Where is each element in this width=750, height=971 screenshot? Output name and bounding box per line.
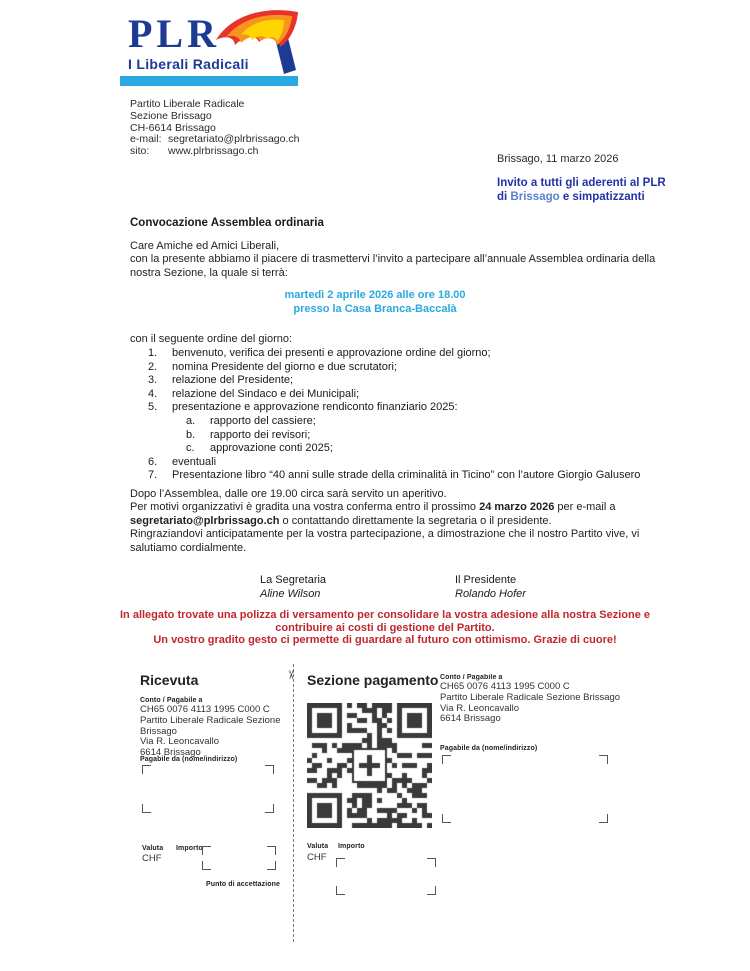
plr-logo-subtitle: I Liberali Radicali (128, 56, 249, 72)
payment-title: Sezione pagamento (307, 672, 439, 688)
sender-org: Partito Liberale Radicale (130, 98, 245, 110)
payment-iban: CH65 0076 4113 1995 C000 C (440, 681, 570, 692)
plr-logo (120, 8, 298, 86)
signature-role: La Segretaria (260, 574, 327, 586)
sender-city: CH-6614 Brissago (130, 121, 216, 134)
event-details (115, 289, 635, 316)
signature-role: Il Presidente (455, 574, 517, 586)
agenda-subitem: b. rapporto dei revisori; (186, 428, 311, 441)
payment-amount-field (336, 858, 436, 895)
payment-payer-field (442, 755, 608, 823)
agenda-list (148, 347, 640, 483)
scissors-icon: ✂ (284, 669, 299, 681)
signature-president (455, 574, 526, 601)
payment-creditor: CH65 0076 4113 1995 C000 C Partito Liberale Radicale Sezione Brissago Via R. Leoncavallo 6614 Brissago (440, 682, 670, 725)
receipt-currency: CHF (142, 853, 162, 864)
perforation-line (293, 664, 294, 942)
agenda-item: 5. presentazione e approvazione rendiconto finanziario 2025: (148, 401, 458, 414)
sender-section: Sezione Brissago (130, 109, 212, 122)
receipt-amount-field (202, 846, 276, 870)
agenda-item: 7. Presentazione libro “40 anni sulle strade della criminalità in Ticino” con l’autore Giorgio Galusero (148, 469, 641, 482)
agenda-intro: con il seguente ordine del giorno: (130, 333, 293, 345)
sender-site-line (130, 146, 299, 158)
payment-currency: CHF (307, 852, 327, 863)
plr-logo-text: PLR (128, 11, 220, 56)
invite-heading (497, 177, 666, 204)
receipt-payer-field (142, 765, 274, 813)
payment-currency-label: Valuta (307, 843, 329, 850)
closing-paragraph: Dopo l’Assemblea, dalle ore 19.00 circa sarà servito un aperitivo. Per motivi organizzativi è gradita una vostra conferma entro il prossimo 24 marzo 2026 per e-mail a segretariato@plrbrissago.ch o contattando direttamente la segretaria o il presidente. Ringraziandovi anticipatamente per la vostra partecipazione, a dimostrazione che il nostro Partito vive, vi salutiamo cordialmente. (130, 488, 640, 554)
payment-payer-label: Pagabile da (nome/indirizzo) (440, 745, 538, 752)
agenda-item: 6. eventuali (148, 455, 217, 468)
sender-address (130, 99, 299, 158)
receipt-amount-label: Importo (176, 845, 203, 852)
salutation: Care Amiche ed Amici Liberali, (130, 240, 280, 252)
event-datetime: martedì 2 aprile 2026 alle ore 18.00 (284, 289, 466, 301)
receipt-payer-label: Pagabile da (nome/indirizzo) (140, 756, 238, 763)
receipt-title: Ricevuta (140, 672, 199, 688)
invite-line1: Invito a tutti gli aderenti al PLR (497, 177, 666, 189)
postscript-note: In allegato trovate una polizza di versamento per consolidare la vostra adesione alla nostra Sezione e contribuire ai costi di gestione del Partito. Un vostro gradito gesto ci permette di guardare al futuro con ottimismo. Grazie di cuore! (120, 609, 650, 647)
confirm-deadline: 24 marzo 2026 (479, 501, 555, 514)
payment-account-label: Conto / Pagabile a (440, 674, 503, 681)
invite-place: Brissago (510, 190, 560, 203)
receipt-creditor: CH65 0076 4113 1995 C000 C Partito Liberale Radicale Sezione Brissago Via R. Leoncavallo 6614 Brissago (140, 705, 290, 759)
site-label: sito: (130, 145, 150, 158)
letter-subject: Convocazione Assemblea ordinaria (130, 217, 324, 229)
signature-name: Rolando Hofer (455, 587, 526, 600)
receipt-iban: CH65 0076 4113 1995 C000 C (140, 704, 270, 715)
dateline: Brissago, 11 marzo 2026 (497, 153, 619, 165)
agenda-item: 4. relazione del Sindaco e dei Municipali; (148, 387, 360, 400)
agenda-item: 2. nomina Presidente del giorno e due scrutatori; (148, 360, 398, 373)
receipt-account-label: Conto / Pagabile a (140, 697, 203, 704)
plr-logo-bar (120, 76, 298, 86)
agenda-subitem: a. rapporto del cassiere; (186, 414, 316, 427)
contact-email: segretariato@plrbrissago.ch (130, 514, 280, 527)
intro-paragraph: Care Amiche ed Amici Liberali, con la presente abbiamo il piacere di trasmettervi l’invito a partecipare all’annuale Assemblea ordinaria della nostra Sezione, la quale si terrà: (130, 240, 656, 279)
email-label: e-mail: (130, 133, 162, 146)
agenda-subitem: c. approvazione conti 2025; (186, 442, 333, 455)
swiss-qr-code (307, 703, 432, 828)
signature-name: Aline Wilson (260, 587, 321, 600)
agenda-item: 3. relazione del Presidente; (148, 374, 294, 387)
invite-line2: di Brissago e simpatizzanti (497, 190, 645, 203)
qr-bill (0, 660, 750, 971)
payment-amount-label: Importo (338, 843, 365, 850)
receipt-currency-label: Valuta (142, 845, 164, 852)
receipt-acceptance-label: Punto di accettazione (205, 881, 280, 888)
event-location: presso la Casa Branca-Baccalà (293, 302, 457, 315)
agenda-item: 1. benvenuto, verifica dei presenti e approvazione ordine del giorno; (148, 347, 491, 359)
signature-secretary (260, 574, 326, 601)
sender-website: www.plrbrissago.ch (168, 145, 259, 158)
sender-email: segretariato@plrbrissago.ch (168, 133, 300, 146)
